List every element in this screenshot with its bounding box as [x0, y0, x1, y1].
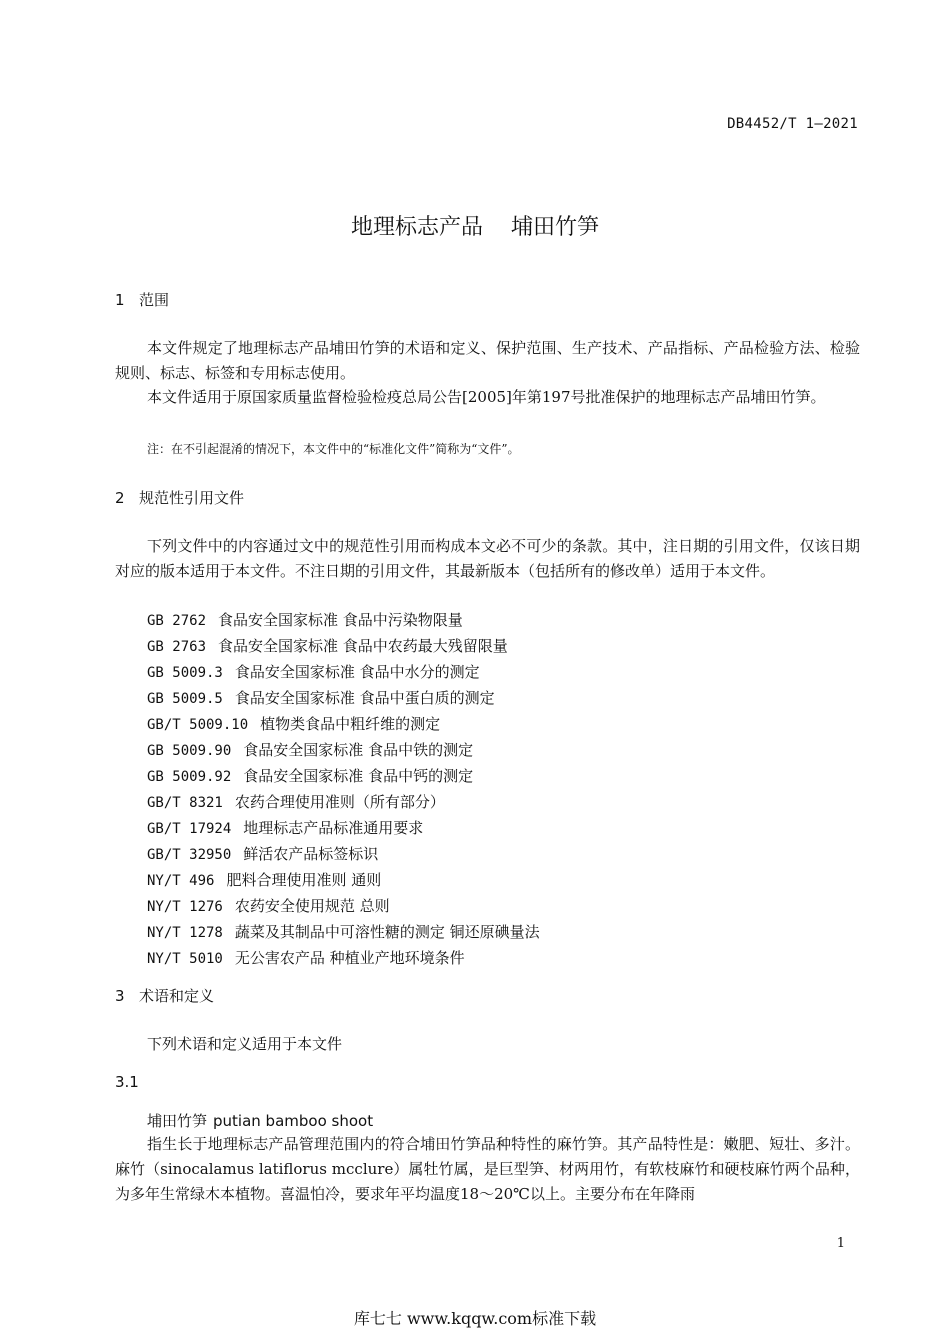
document-title: [0, 210, 950, 241]
reference-name: 地理标志产品标准通用要求: [243, 819, 424, 837]
document-id: DB4452/T 1—2021: [727, 116, 858, 132]
reference-code: GB/T 17924: [147, 821, 232, 837]
reference-code: GB 5009.3: [147, 665, 223, 681]
reference-code: GB 2762: [147, 613, 207, 629]
reference-name: 鲜活农产品标签标识: [243, 845, 379, 863]
reference-code: GB 5009.5: [147, 691, 223, 707]
reference-code: GB 5009.90: [147, 743, 232, 759]
reference-name: 植物类食品中粗纤维的测定: [260, 715, 441, 733]
reference-name: 食品安全国家标准 食品中铁的测定: [243, 741, 474, 759]
section-3-heading: [115, 985, 214, 1006]
reference-name: 农药合理使用准则（所有部分）: [234, 793, 445, 811]
reference-code: NY/T 1276: [147, 899, 223, 915]
reference-item: [147, 660, 540, 686]
subsection-number: 3.1: [115, 1073, 139, 1091]
reference-code: NY/T 496: [147, 873, 215, 889]
reference-name: 无公害农产品 种植业产地环境条件: [234, 949, 465, 967]
reference-name: 食品安全国家标准 食品中污染物限量: [218, 611, 463, 629]
scope-paragraph-1: 本文件规定了地理标志产品埔田竹笋的术语和定义、保护范围、生产技术、产品指标、产品检验方法、检验规则、标志、标签和专用标志使用。: [115, 339, 860, 382]
section-title: 术语和定义: [139, 987, 215, 1005]
reference-name: 蔬菜及其制品中可溶性糖的测定 铜还原碘量法: [234, 923, 540, 941]
term-entry: [147, 1110, 373, 1131]
reference-code: GB 5009.92: [147, 769, 232, 785]
reference-code: GB/T 8321: [147, 795, 223, 811]
reference-item: [147, 790, 540, 816]
reference-item: [147, 816, 540, 842]
reference-item: [147, 764, 540, 790]
term-english: putian bamboo shoot: [213, 1112, 374, 1130]
reference-item: [147, 868, 540, 894]
reference-code: GB/T 5009.10: [147, 717, 249, 733]
reference-name: 农药安全使用规范 总则: [234, 897, 390, 915]
title-part2: 埔田竹笋: [511, 215, 600, 240]
terms-intro-paragraph: 下列术语和定义适用于本文件: [147, 1035, 343, 1053]
section-number: 2: [115, 489, 125, 507]
section-title: 范围: [139, 291, 170, 309]
reference-item: [147, 894, 540, 920]
page-number: 1: [836, 1236, 845, 1251]
scope-paragraph-2: 本文件适用于原国家质量监督检验检疫总局公告[2005]年第197号批准保护的地理标志产品埔田竹笋。: [147, 388, 826, 406]
section-number: 1: [115, 291, 125, 309]
reference-name: 肥料合理使用准则 通则: [226, 871, 382, 889]
reference-name: 食品安全国家标准 食品中蛋白质的测定: [234, 689, 495, 707]
section-title: 规范性引用文件: [139, 489, 245, 507]
footer-watermark: 库七七 www.kqqw.com标准下载: [353, 1309, 597, 1328]
reference-code: GB 2763: [147, 639, 207, 655]
reference-item: [147, 712, 540, 738]
reference-name: 食品安全国家标准 食品中钙的测定: [243, 767, 474, 785]
term-definition: 指生长于地理标志产品管理范围内的符合埔田竹笋品种特性的麻竹笋。其产品特性是：嫩肥、短壮、多汁。麻竹（sinocalamus latiflorus mcclure）属牡竹属，是巨型笋、材两用竹，有软枝麻竹和硬枝麻竹两个品种，为多年生常绿木本植物。喜温怕冷，要求年平均温度18～20℃以上。主要分布在年降雨: [115, 1135, 860, 1203]
section-number: 3: [115, 987, 125, 1005]
scope-note: 注：在不引起混淆的情况下，本文件中的“标准化文件”简称为“文件”。: [147, 442, 520, 456]
reference-item: [147, 634, 540, 660]
references-intro-paragraph: 下列文件中的内容通过文中的规范性引用而构成本文必不可少的条款。其中，注日期的引用文件，仅该日期对应的版本适用于本文件。不注日期的引用文件，其最新版本（包括所有的修改单）适用于本文件。: [115, 537, 860, 580]
reference-code: NY/T 5010: [147, 951, 223, 967]
reference-name: 食品安全国家标准 食品中农药最大残留限量: [218, 637, 508, 655]
term-chinese: 埔田竹笋: [147, 1112, 208, 1130]
reference-item: [147, 842, 540, 868]
reference-code: GB/T 32950: [147, 847, 232, 863]
reference-item: [147, 608, 540, 634]
reference-code: NY/T 1278: [147, 925, 223, 941]
reference-item: [147, 686, 540, 712]
reference-item: [147, 946, 540, 972]
reference-name: 食品安全国家标准 食品中水分的测定: [234, 663, 480, 681]
reference-list: [147, 608, 540, 972]
reference-item: [147, 920, 540, 946]
title-part1: 地理标志产品: [350, 215, 483, 240]
section-2-heading: [115, 487, 244, 508]
section-1-heading: [115, 289, 169, 310]
reference-item: [147, 738, 540, 764]
